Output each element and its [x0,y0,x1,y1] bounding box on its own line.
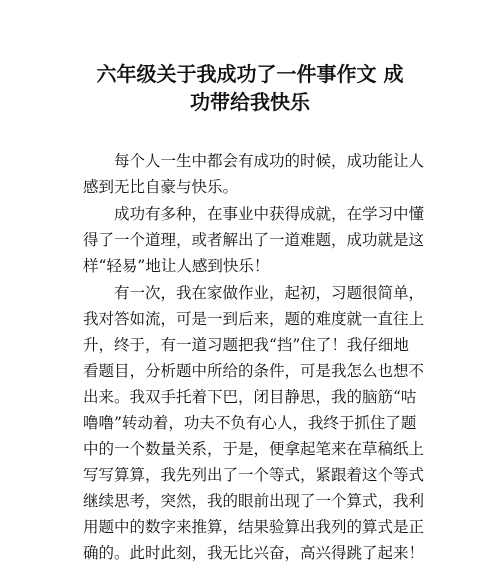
paragraph-3-line-3: 升，终于，有一道习题把我“挡”住了！我仔细地 [83,336,409,354]
article-title-line-2: 功带给我快乐 [190,90,310,114]
paragraph-2-line-1: 成功有多种，在事业中获得成就，在学习中懂 [114,205,425,223]
paragraph-3-line-6: 噜噜”转动着，功夫不负有心人，我终于抓住了题 [83,414,417,432]
paragraph-3-line-8: 写写算算，我先列出了一个等式，紧跟着这个等式 [83,466,425,484]
paragraph-3-line-2: 我对答如流，可是一到后来，题的难度就一直往上 [83,310,425,328]
paragraph-3-line-5: 出来。我双手托着下巴，闭目静思，我的脑筋“咕 [83,388,417,406]
paragraph-3-line-1: 有一次，我在家做作业，起初，习题很简单， [114,284,425,302]
article-title-line-1: 六年级关于我成功了一件事作文 成 [96,62,404,86]
paragraph-2-line-3: 样“轻易”地让人感到快乐！ [83,257,270,275]
paragraph-3-line-4: 看题目，分析题中所给的条件，可是我怎么也想不 [83,362,425,380]
paragraph-3-line-9: 继续思考，突然，我的眼前出现了一个算式，我利 [83,492,425,510]
paragraph-3-line-7: 中的一个数量关系，于是，便拿起笔来在草稿纸上 [83,440,425,458]
paragraph-2-line-2: 得了一个道理，或者解出了一道难题，成功就是这 [83,231,425,249]
paragraph-1-line-1: 每个人一生中都会有成功的时候，成功能让人 [114,152,425,170]
paragraph-1-line-2: 感到无比自豪与快乐。 [83,178,239,196]
paragraph-3-line-10: 用题中的数字来推算，结果验算出我列的算式是正 [83,518,425,536]
paragraph-3-line-11: 确的。此时此刻，我无比兴奋，高兴得跳了起来！ [83,544,425,562]
